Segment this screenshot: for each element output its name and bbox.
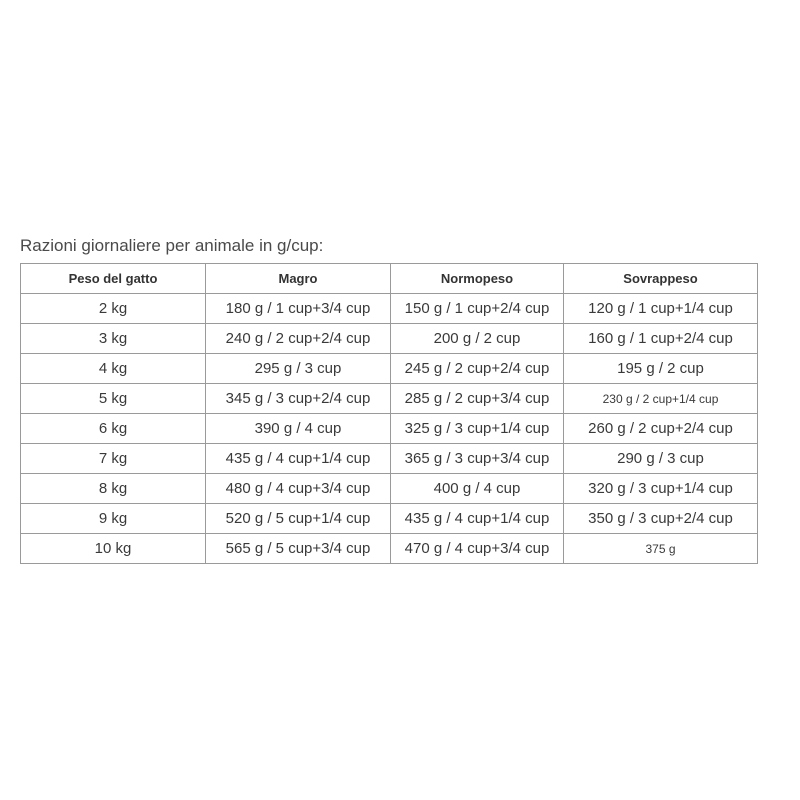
cell-normal-weight: 150 g / 1 cup+2/4 cup xyxy=(391,294,564,324)
cell-cat-weight: 6 kg xyxy=(21,414,206,444)
cell-normal-weight: 200 g / 2 cup xyxy=(391,324,564,354)
cell-cat-weight: 9 kg xyxy=(21,504,206,534)
table-row xyxy=(21,474,758,504)
cell-cat-weight: 4 kg xyxy=(21,354,206,384)
cell-thin: 345 g / 3 cup+2/4 cup xyxy=(206,384,391,414)
cell-overweight: 320 g / 3 cup+1/4 cup xyxy=(564,474,758,504)
cell-normal-weight: 285 g / 2 cup+3/4 cup xyxy=(391,384,564,414)
cell-normal-weight: 435 g / 4 cup+1/4 cup xyxy=(391,504,564,534)
table-row xyxy=(21,384,758,414)
rations-table xyxy=(20,263,758,564)
cell-thin: 390 g / 4 cup xyxy=(206,414,391,444)
cell-thin: 240 g / 2 cup+2/4 cup xyxy=(206,324,391,354)
cell-cat-weight: 8 kg xyxy=(21,474,206,504)
cell-normal-weight: 400 g / 4 cup xyxy=(391,474,564,504)
cell-overweight: 290 g / 3 cup xyxy=(564,444,758,474)
cell-cat-weight: 10 kg xyxy=(21,534,206,564)
header-normal-weight: Normopeso xyxy=(391,264,564,294)
cell-thin: 565 g / 5 cup+3/4 cup xyxy=(206,534,391,564)
cell-normal-weight: 365 g / 3 cup+3/4 cup xyxy=(391,444,564,474)
cell-cat-weight: 5 kg xyxy=(21,384,206,414)
cell-cat-weight: 2 kg xyxy=(21,294,206,324)
cell-thin: 180 g / 1 cup+3/4 cup xyxy=(206,294,391,324)
table-row xyxy=(21,294,758,324)
cell-overweight: 375 g xyxy=(564,534,758,564)
header-overweight: Sovrappeso xyxy=(564,264,758,294)
table-row xyxy=(21,414,758,444)
cell-overweight: 260 g / 2 cup+2/4 cup xyxy=(564,414,758,444)
cell-cat-weight: 3 kg xyxy=(21,324,206,354)
cell-overweight: 195 g / 2 cup xyxy=(564,354,758,384)
cell-normal-weight: 470 g / 4 cup+3/4 cup xyxy=(391,534,564,564)
cell-cat-weight: 7 kg xyxy=(21,444,206,474)
table-row xyxy=(21,324,758,354)
table-header-row xyxy=(21,264,758,294)
cell-overweight: 350 g / 3 cup+2/4 cup xyxy=(564,504,758,534)
table-row xyxy=(21,444,758,474)
table-row xyxy=(21,504,758,534)
cell-thin: 480 g / 4 cup+3/4 cup xyxy=(206,474,391,504)
header-cat-weight: Peso del gatto xyxy=(21,264,206,294)
cell-overweight: 120 g / 1 cup+1/4 cup xyxy=(564,294,758,324)
cell-thin: 435 g / 4 cup+1/4 cup xyxy=(206,444,391,474)
cell-thin: 520 g / 5 cup+1/4 cup xyxy=(206,504,391,534)
table-row xyxy=(21,354,758,384)
header-thin: Magro xyxy=(206,264,391,294)
cell-normal-weight: 325 g / 3 cup+1/4 cup xyxy=(391,414,564,444)
cell-overweight: 230 g / 2 cup+1/4 cup xyxy=(564,384,758,414)
cell-overweight: 160 g / 1 cup+2/4 cup xyxy=(564,324,758,354)
cell-thin: 295 g / 3 cup xyxy=(206,354,391,384)
table-caption: Razioni giornaliere per animale in g/cup: xyxy=(20,236,324,255)
cell-normal-weight: 245 g / 2 cup+2/4 cup xyxy=(391,354,564,384)
table-row xyxy=(21,534,758,564)
